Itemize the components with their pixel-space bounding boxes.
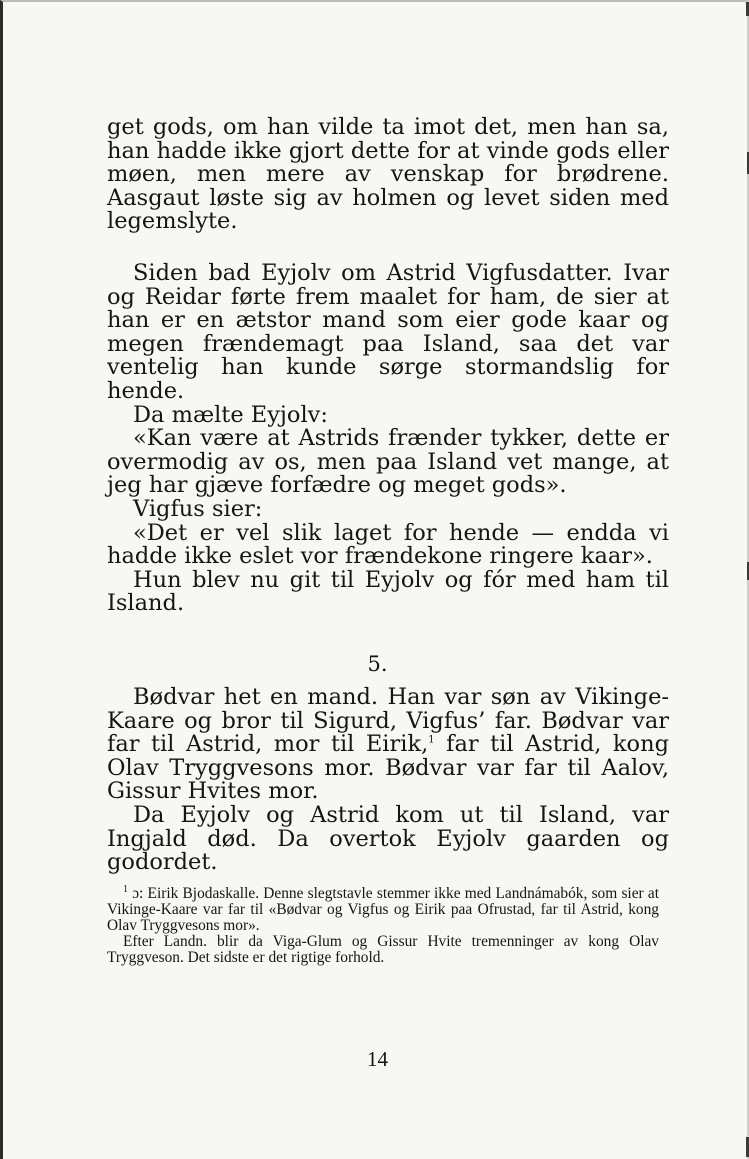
paragraph-text: Bødvar het en mand. Han var søn av Vikinge-Kaare og bror til Sigurd, Vigfus’ far. Bødvar var far til Astrid, mor til Eirik,: [107, 684, 669, 758]
paragraph: Hun blev nu git til Eyjolv og fór med ham til Island.: [107, 566, 669, 617]
paragraph: [107, 686, 669, 804]
page-number: 14: [367, 1047, 388, 1071]
paragraph-continuation: [107, 116, 669, 234]
text-block-marriage: [107, 262, 669, 616]
paragraph: Vigfus sier:: [133, 495, 263, 522]
footnote-paragraph: Efter Landn. blir da Viga-Glum og Gissur Hvite tremenninger av kong Olav Tryggveson. Det sidste er det rigtige forhold.: [107, 932, 659, 966]
footnote-paragraph: [107, 883, 659, 934]
chapter-heading: 5.: [367, 652, 388, 676]
footnote-text: ɔ: Eirik Bjodaskalle. Denne slegtstavle stemmer ikke med Landnámabók, som sier at Vikinge-Kaare var far til «Bødvar og Vigfus og Eirik paa Ofrustad, far til Astrid, kong Olav Tryggvesons mor».: [107, 885, 659, 934]
paragraph: «Det er vel slik laget for hende — endda vi hadde ikke eslet vor frændekone ringere kaar».: [107, 519, 669, 570]
paragraph: Da mælte Eyjolv:: [133, 401, 328, 428]
paragraph: get gods, om han vilde ta imot det, men han sa, han hadde ikke gjort dette for at vinde gods eller møen, men mere av venskap for brødrene. Aasgaut løste sig av holmen og levet siden med legemslyte.: [107, 114, 669, 235]
paragraph: «Kan være at Astrids frænder tykker, dette er overmodig av os, men paa Island vet mange, at jeg har gjæve forfædre og meget gods».: [107, 425, 669, 499]
footnote-marker: 1: [123, 883, 128, 895]
footnote-reference: 1: [428, 734, 435, 746]
footnote: [107, 883, 659, 966]
paragraph: Siden bad Eyjolv om Astrid Vigfusdatter. Ivar og Reidar førte frem maalet for ham, de sier at han er en ætstor mand som eier gode kaar og megen frændemagt paa Island, saa det var ventelig han kunde sørge stormandslig for hende.: [107, 260, 669, 404]
text-block-chapter-5: [107, 686, 669, 875]
paragraph: Da Eyjolv og Astrid kom ut til Island, var Ingjald død. Da overtok Eyjolv gaarden og godordet.: [107, 801, 669, 876]
paragraph-text: far til Astrid, kong Olav Tryggvesons mor. Bødvar var far til Aalov, Gissur Hvites mor.: [107, 731, 669, 805]
